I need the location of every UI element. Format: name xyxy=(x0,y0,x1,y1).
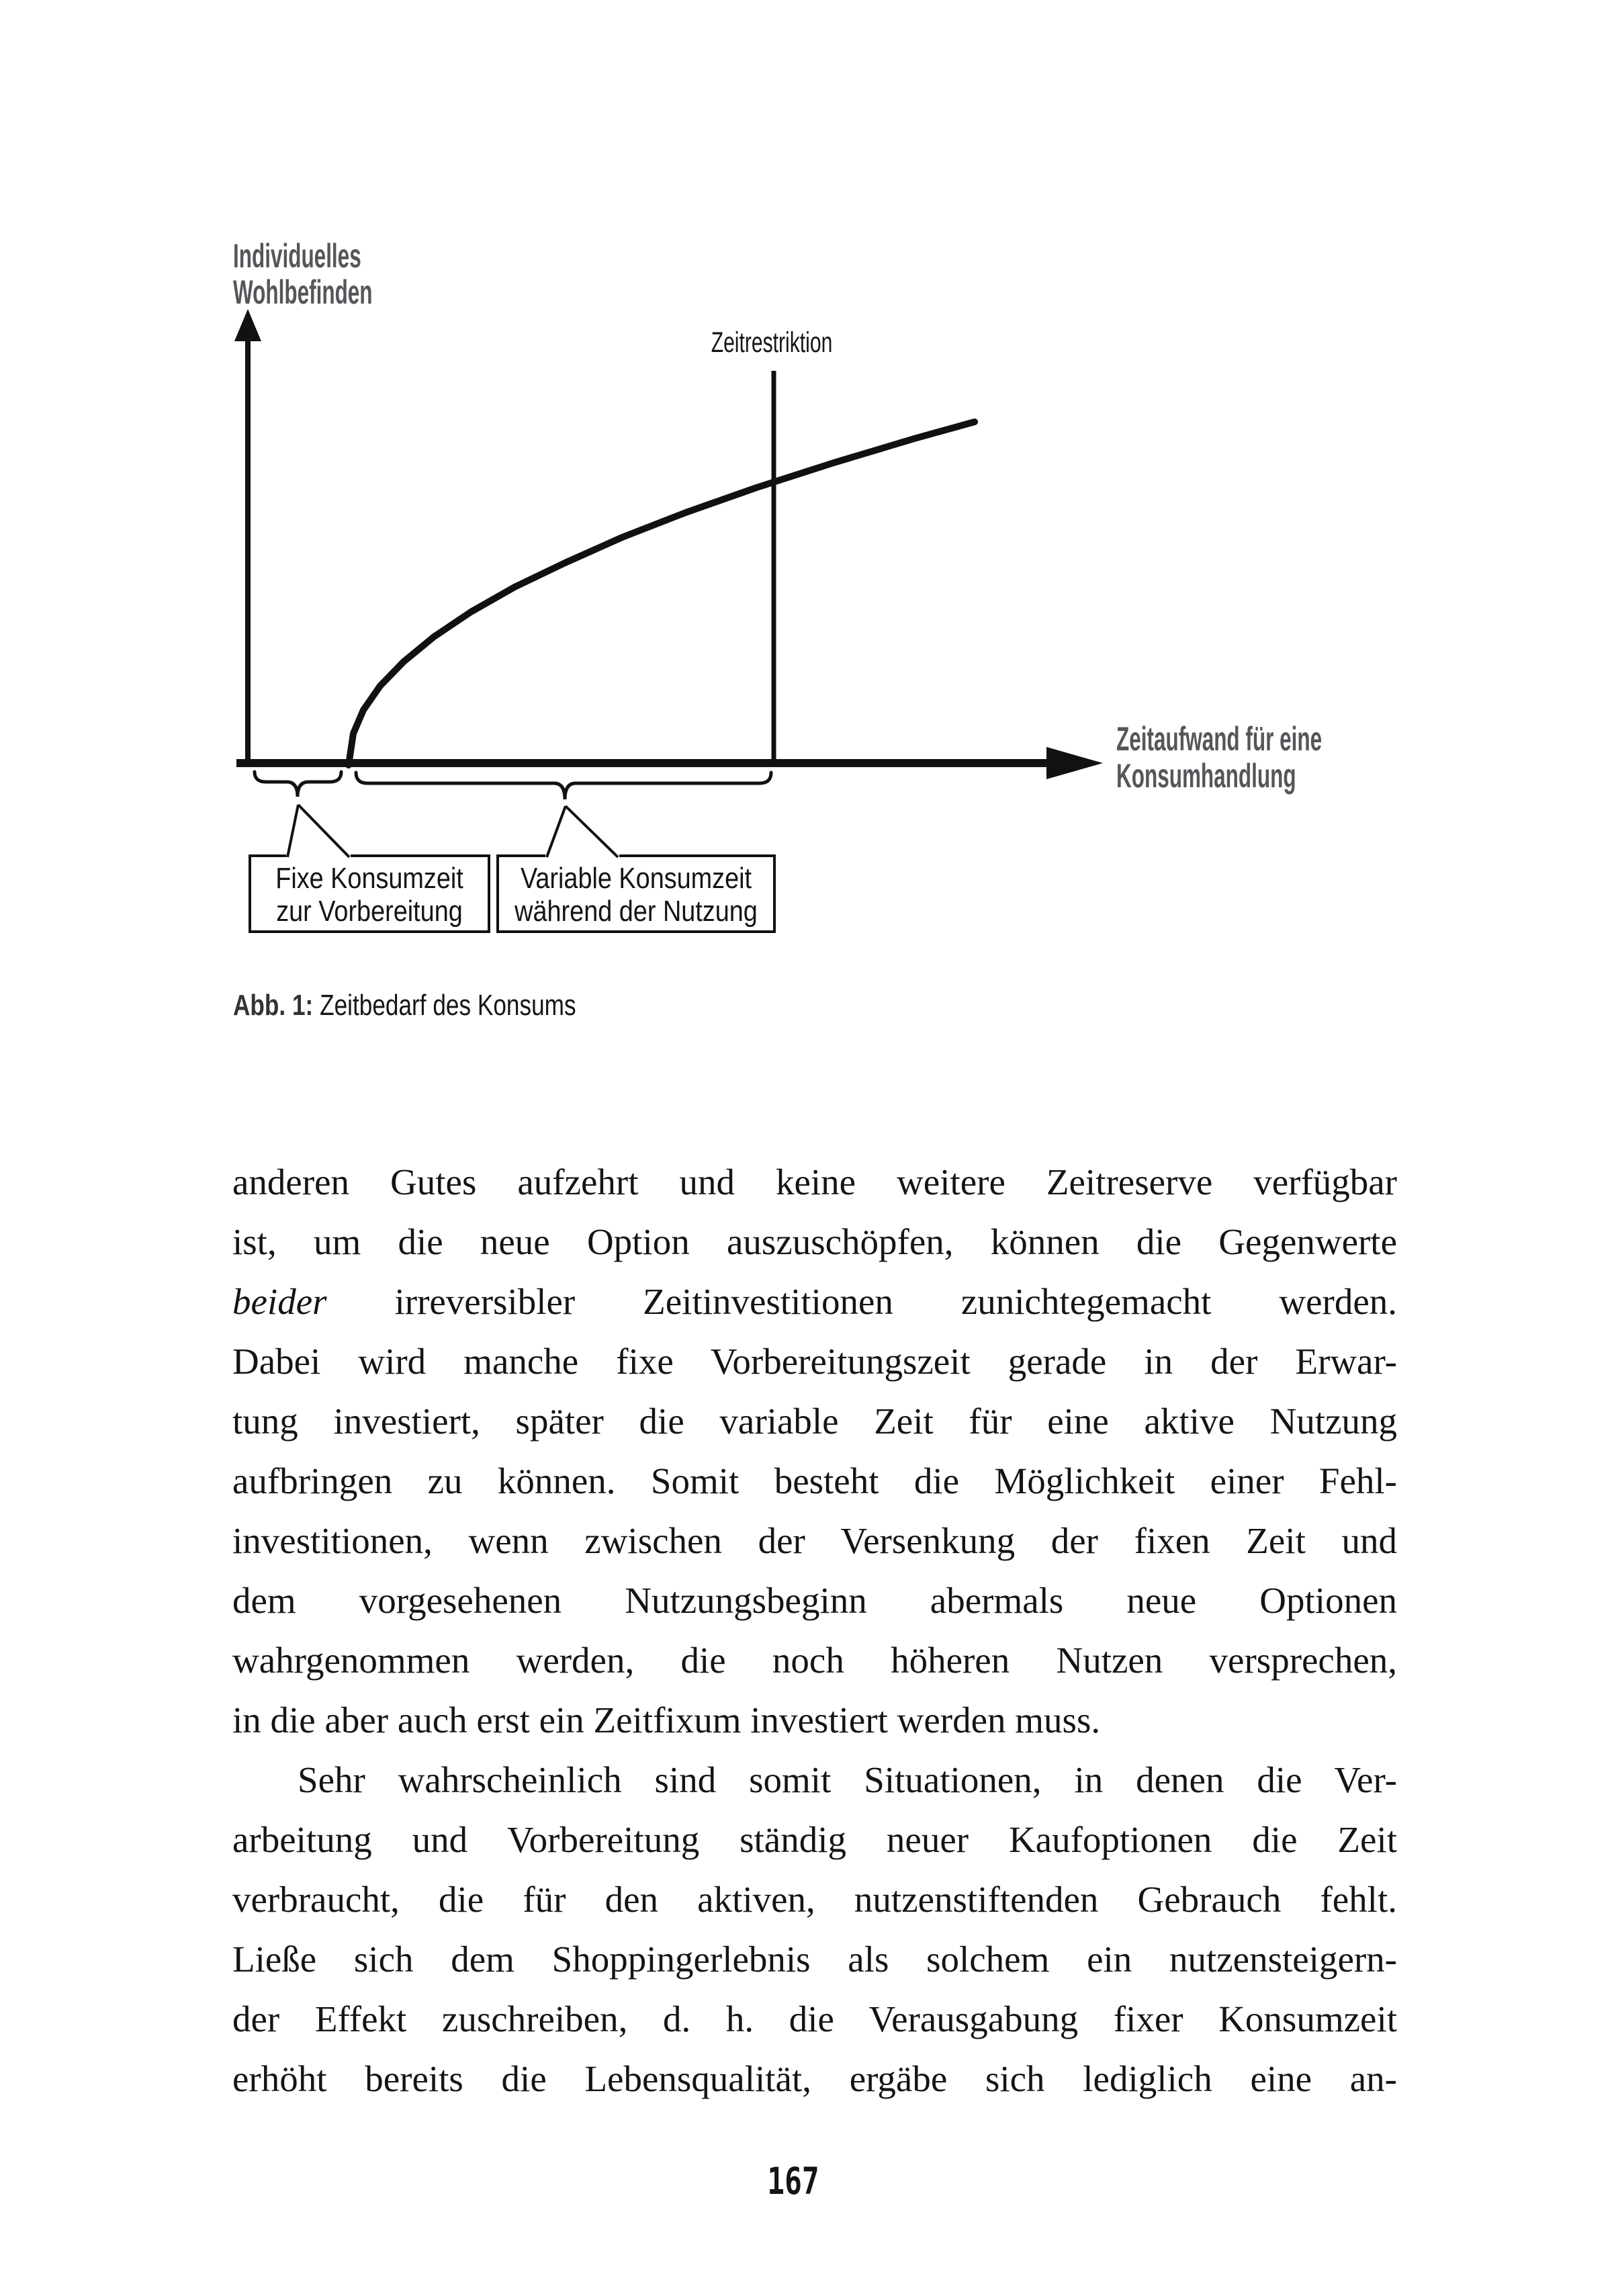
callout-pointer-right-line-fixed xyxy=(298,805,349,857)
body-line: Dabei wird manche fixe Vorbereitungszeit gerade in der Erwar- xyxy=(232,1341,1397,1382)
body-line-paragraph-start: Sehr wahrscheinlich sind somit Situationen, in denen die Ver- xyxy=(298,1759,1397,1800)
body-line xyxy=(232,1272,1397,1331)
callout-box-variable-label-line1: Variable Konsumzeit xyxy=(520,861,752,895)
body-text-block xyxy=(232,1152,1397,2109)
figure-caption-number: Abb. 1: xyxy=(233,989,314,1022)
fixed-time-brace xyxy=(255,772,341,797)
utility-curve xyxy=(349,422,975,765)
x-axis-label-line2: Konsumhandlung xyxy=(1116,756,1296,795)
body-line-emphasis: beider xyxy=(232,1281,327,1322)
body-line: ist, um die neue Option auszuschöpfen, können die Gegenwerte xyxy=(232,1221,1397,1262)
callout-pointer-gap-variable xyxy=(545,852,619,858)
figure-caption-title: Zeitbedarf des Konsums xyxy=(313,989,576,1022)
callout-box-fixed-label-line2: zur Vorbereitung xyxy=(276,894,463,928)
callout-pointer-gap-fixed xyxy=(286,852,351,858)
body-line: arbeitung und Vorbereitung ständig neuer Kaufoptionen die Zeit xyxy=(232,1819,1397,1860)
callout-pointer-right-line-variable xyxy=(566,806,618,857)
figure-zeitbedarf-diagram xyxy=(0,0,1612,1088)
callout-pointer-left-line-fixed xyxy=(287,805,298,857)
figure-caption xyxy=(233,989,576,1022)
body-line: investitionen, wenn zwischen der Versenkung der fixen Zeit und xyxy=(232,1520,1397,1561)
x-axis-arrowhead-icon xyxy=(1046,747,1103,779)
variable-time-brace xyxy=(356,772,771,799)
body-line-paragraph-end: in die aber auch erst ein Zeitfixum investiert werden muss. xyxy=(232,1699,1101,1740)
callout-pointer-left-line-variable xyxy=(547,806,566,857)
callout-box-variable-label-line2: während der Nutzung xyxy=(514,894,758,928)
body-line: der Effekt zuschreiben, d. h. die Verausgabung fixer Konsumzeit xyxy=(232,1998,1397,2039)
body-line: wahrgenommen werden, die noch höheren Nutzen versprechen, xyxy=(232,1640,1397,1681)
body-line: Ließe sich dem Shoppingerlebnis als solchem ein nutzensteigern- xyxy=(232,1939,1397,1980)
body-line: anderen Gutes aufzehrt und keine weitere Zeitreserve verfügbar xyxy=(232,1161,1397,1202)
x-axis-label-line1: Zeitaufwand für eine xyxy=(1116,719,1323,758)
body-line: dem vorgesehenen Nutzungsbeginn abermals neue Optionen xyxy=(232,1580,1397,1621)
body-line: aufbringen zu können. Somit besteht die Möglichkeit einer Fehl- xyxy=(232,1460,1397,1501)
callout-box-fixed-label-line1: Fixe Konsumzeit xyxy=(275,861,463,895)
y-axis-arrowhead-icon xyxy=(234,309,261,341)
body-line: tung investiert, später die variable Zeit für eine aktive Nutzung xyxy=(232,1401,1397,1442)
y-axis-label-line1: Individuelles xyxy=(233,236,361,275)
body-line: erhöht bereits die Lebensqualität, ergäbe sich lediglich eine an- xyxy=(232,2058,1397,2099)
zeitrestriktion-label: Zeitrestriktion xyxy=(711,325,833,359)
y-axis-label-line2: Wohlbefinden xyxy=(233,273,373,311)
body-line: verbraucht, die für den aktiven, nutzenstiftenden Gebrauch fehlt. xyxy=(232,1879,1397,1920)
body-line-rest: irreversibler Zeitinvestitionen zunichtegemacht werden. xyxy=(326,1281,1397,1322)
page-number: 167 xyxy=(767,2160,819,2203)
